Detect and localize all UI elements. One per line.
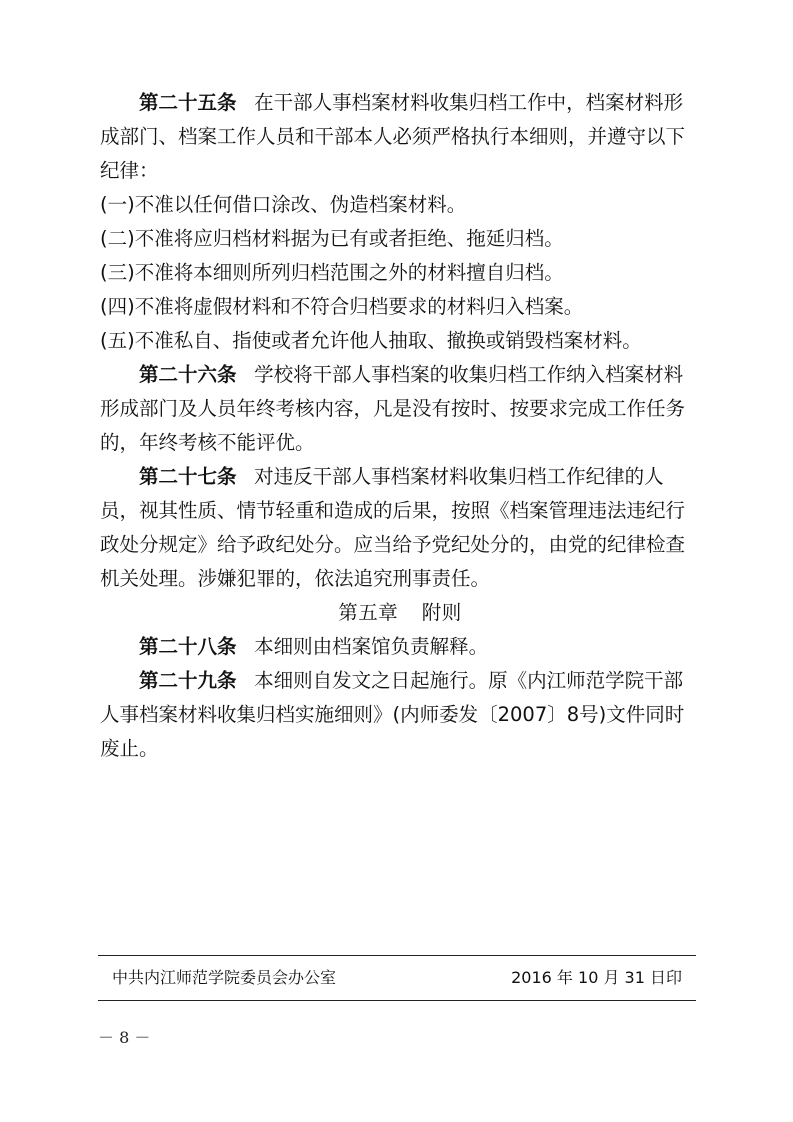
article-29 <box>100 664 700 766</box>
chapter-number: 第五章 <box>338 601 399 624</box>
article-25 <box>100 86 700 188</box>
article-28-heading: 第二十八条 <box>139 635 237 658</box>
footer-imprint <box>112 966 682 990</box>
footer-issuer: 中共内江师范学院委员会办公室 <box>112 968 337 987</box>
article-25-text: 在干部人事档案材料收集归档工作中，档案材料形成部门、档案工作人员和干部本人必须严格执行本细则，并遵守以下纪律： <box>100 91 686 182</box>
article-29-text: 本细则自发文之日起施行。原《内江师范学院干部人事档案材料收集归档实施细则》(内师委发〔2007〕8号)文件同时废止。 <box>100 669 685 760</box>
chapter-heading <box>100 596 700 630</box>
article-25-heading: 第二十五条 <box>139 91 237 114</box>
article-26-text: 学校将干部人事档案的收集归档工作纳入档案材料形成部门及人员年终考核内容，凡是没有按时、按要求完成工作任务的，年终考核不能评优。 <box>100 363 686 454</box>
article-27-heading: 第二十七条 <box>139 465 237 488</box>
article-25-item-3: (三)不准将本细则所列归档范围之外的材料擅自归档。 <box>100 261 564 284</box>
document-body <box>100 86 700 766</box>
article-27 <box>100 460 700 596</box>
footer-date: 2016 年 10 月 31 日印 <box>511 968 682 987</box>
article-25-item-5: (五)不准私自、指使或者允许他人抽取、撤换或销毁档案材料。 <box>100 329 642 352</box>
footer-top-rule <box>98 955 696 956</box>
article-28 <box>100 630 700 664</box>
article-25-item-2: (二)不准将应归档材料据为已有或者拒绝、拖延归档。 <box>100 227 564 250</box>
article-28-text: 本细则由档案馆负责解释。 <box>254 635 489 658</box>
chapter-title: 附则 <box>421 601 462 624</box>
article-26 <box>100 358 700 460</box>
page-number: － 8 － <box>98 1028 151 1047</box>
footer-bottom-rule <box>98 1000 696 1001</box>
article-25-item-1: (一)不准以任何借口涂改、伪造档案材料。 <box>100 193 467 216</box>
article-25-item-4: (四)不准将虚假材料和不符合归档要求的材料归入档案。 <box>100 295 584 318</box>
article-26-heading: 第二十六条 <box>139 363 237 386</box>
article-29-heading: 第二十九条 <box>139 669 237 692</box>
article-27-text: 对违反干部人事档案材料收集归档工作纪律的人员，视其性质、情节轻重和造成的后果，按照《档案管理违法违纪行政处分规定》给予政纪处分。应当给予党纪处分的，由党的纪律检查机关处理。涉嫌犯罪的，依法追究刑事责任。 <box>100 465 686 590</box>
